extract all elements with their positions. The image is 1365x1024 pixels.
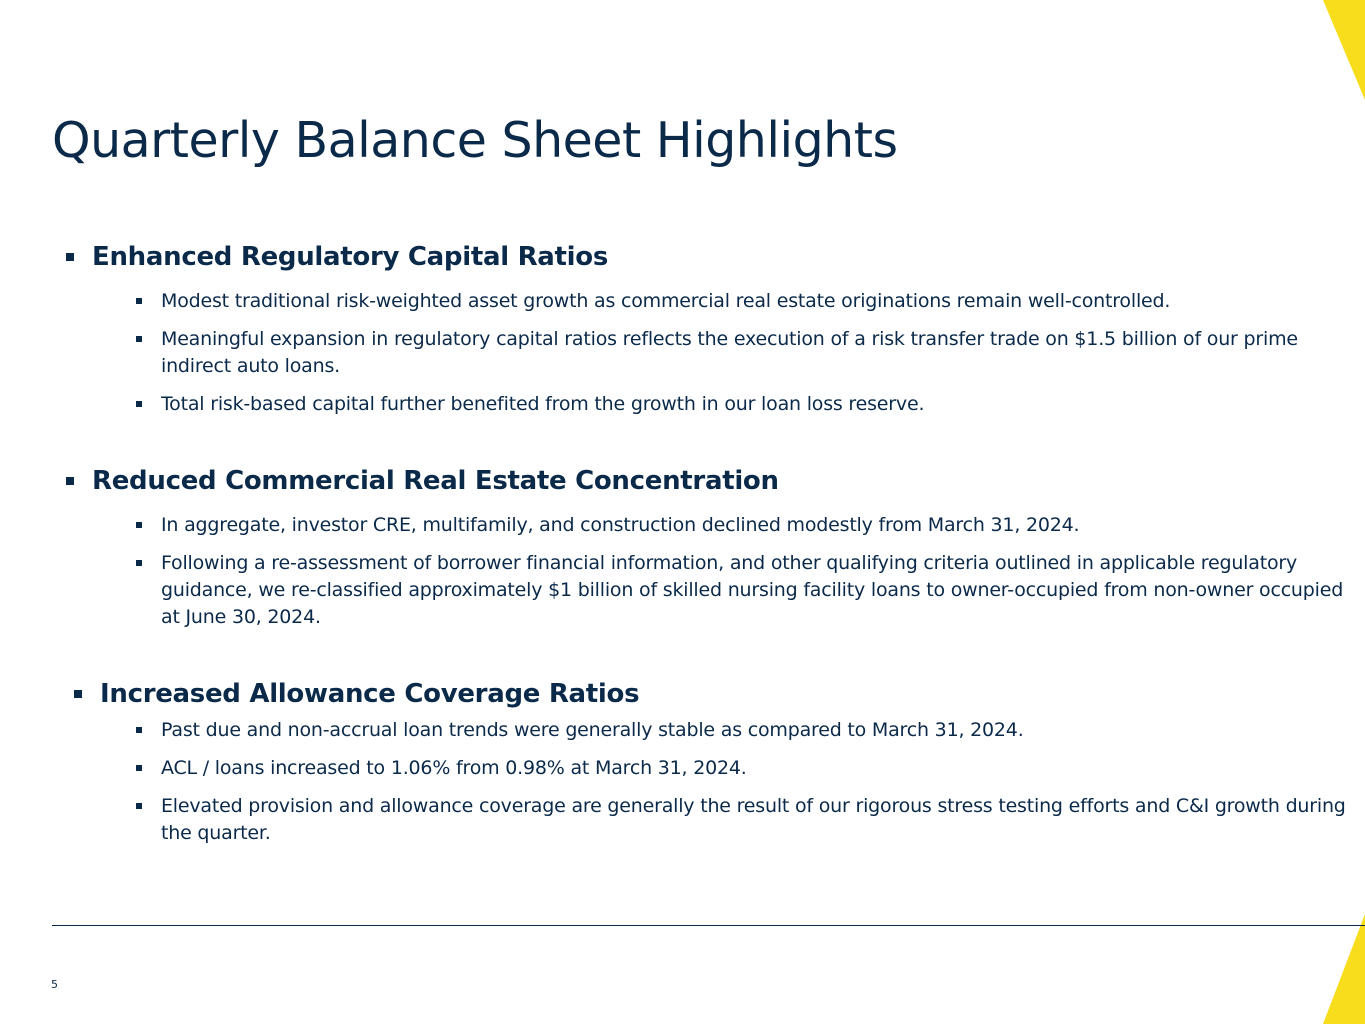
list-item-text: Following a re-assessment of borrower financial information, and other qualifying criteria outlined in applicable regulatory guidance, we re-classified approximately $1 billion of skilled nursing facility loans to owner-occupied from non-owner occupied at June 30, 2024.: [161, 552, 1344, 628]
list-item-text: Elevated provision and allowance coverage are generally the result of our rigorous stress testing efforts and C&I growth during the quarter.: [161, 795, 1346, 844]
list-item-text: ACL / loans increased to 1.06% from 0.98% at March 31, 2024.: [161, 757, 747, 779]
list-item: [136, 793, 1354, 847]
section-allowance-coverage: [74, 679, 1354, 858]
section-heading: [66, 466, 1346, 496]
bullet-icon: [136, 401, 142, 407]
bullet-icon: [136, 298, 142, 304]
list-item-text: Total risk-based capital further benefited from the growth in our loan loss reserve.: [161, 393, 925, 415]
list-item: [136, 717, 1354, 744]
section-heading-text: Enhanced Regulatory Capital Ratios: [92, 242, 609, 272]
bullet-icon: [136, 765, 142, 771]
list-item-text: Meaningful expansion in regulatory capital ratios reflects the execution of a risk transfer trade on $1.5 billion of our prime indirect auto loans.: [161, 328, 1298, 377]
list-item: [136, 288, 1346, 315]
list-item-text: Past due and non-accrual loan trends were generally stable as compared to March 31, 2024.: [161, 719, 1024, 741]
footer-divider: [52, 925, 1365, 926]
list-item-text: Modest traditional risk-weighted asset growth as commercial real estate originations remain well-controlled.: [161, 290, 1171, 312]
bullet-list: [74, 717, 1354, 847]
square-bullet-icon: [74, 690, 82, 698]
bullet-list: [66, 512, 1346, 631]
bullet-icon: [136, 522, 142, 528]
list-item-text: In aggregate, investor CRE, multifamily, and construction declined modestly from March 31, 2024.: [161, 514, 1080, 536]
list-item: [136, 391, 1346, 418]
page-number: 5: [51, 978, 58, 991]
square-bullet-icon: [66, 253, 74, 261]
corner-accent-bottom: [1305, 914, 1365, 1024]
corner-accent-top: [0, 0, 1365, 110]
list-item: [136, 326, 1346, 380]
bullet-icon: [136, 336, 142, 342]
bullet-icon: [136, 803, 142, 809]
section-heading: [74, 679, 1354, 709]
square-bullet-icon: [66, 477, 74, 485]
section-cre-concentration: [66, 466, 1346, 642]
bullet-list: [66, 288, 1346, 418]
list-item: [136, 755, 1354, 782]
section-heading-text: Reduced Commercial Real Estate Concentration: [92, 466, 779, 496]
section-capital-ratios: [66, 242, 1346, 429]
bullet-icon: [136, 560, 142, 566]
bullet-icon: [136, 727, 142, 733]
page-title: Quarterly Balance Sheet Highlights: [52, 112, 898, 169]
list-item: [136, 512, 1346, 539]
list-item: [136, 550, 1346, 631]
section-heading-text: Increased Allowance Coverage Ratios: [100, 679, 640, 709]
section-heading: [66, 242, 1346, 272]
